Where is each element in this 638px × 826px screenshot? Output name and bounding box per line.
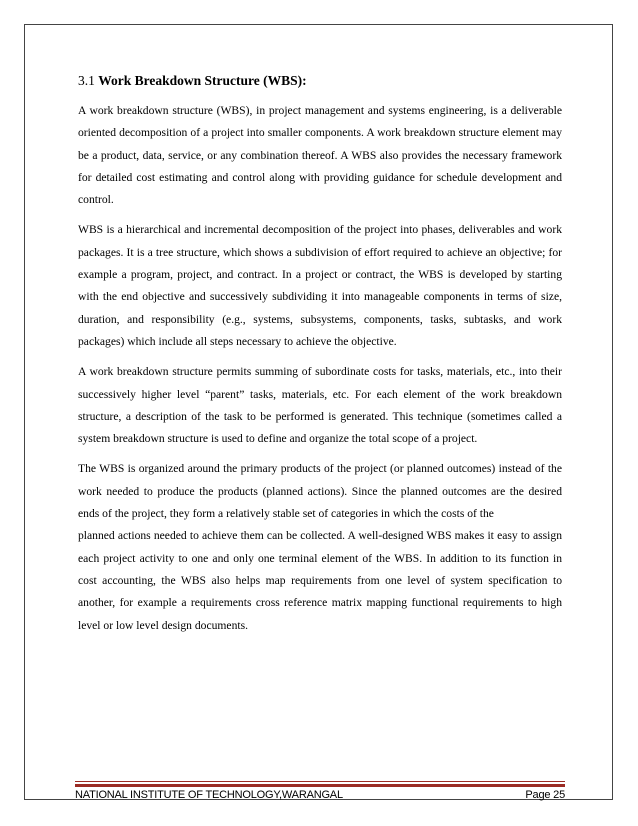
section-title: Work Breakdown Structure (WBS): bbox=[98, 73, 307, 88]
paragraph-5: planned actions needed to achieve them can be collected. A well-designed WBS makes it easy to assign each project activity to one and only one terminal element of the WBS. In addition to its function in cost accounting, the WBS also helps map requirements from one level of system specification to another, for example a requirements cross reference matrix mapping functional requirements to high level or low level design documents. bbox=[78, 529, 562, 632]
footer-page-number: Page 25 bbox=[525, 789, 565, 801]
document-body bbox=[78, 71, 562, 645]
paragraph-1: A work breakdown structure (WBS), in project management and systems engineering, is a deliverable oriented decomposition of a project into smaller components. A work breakdown structure element may be a product, data, service, or any combination thereof. A WBS also provides the necessary framework for detailed cost estimating and control along with providing guidance for schedule development and control. bbox=[78, 104, 562, 207]
page-footer bbox=[75, 789, 565, 801]
footer-rule-thick bbox=[75, 784, 565, 787]
paragraph-2: WBS is a hierarchical and incremental decomposition of the project into phases, deliverables and work packages. It is a tree structure, which shows a subdivision of effort required to achieve an objective; for example a program, project, and contract. In a project or contract, the WBS is developed by starting with the end objective and successively subdividing it into manageable components in terms of size, duration, and responsibility (e.g., systems, subsystems, components, tasks, subtasks, and work packages) which include all steps necessary to achieve the objective. bbox=[78, 223, 562, 348]
section-heading bbox=[78, 71, 562, 90]
footer-institution: NATIONAL INSTITUTE OF TECHNOLOGY,WARANGAL bbox=[75, 789, 343, 801]
section-number: 3.1 bbox=[78, 73, 95, 88]
paragraph-3: A work breakdown structure permits summing of subordinate costs for tasks, materials, etc., into their successively higher level “parent” tasks, materials, etc. For each element of the work breakdown structure, a description of the task to be performed is generated. This technique (sometimes called a system breakdown structure is used to define and organize the total scope of a project. bbox=[78, 365, 562, 446]
footer-rule-thin bbox=[75, 781, 565, 782]
paragraph-4: The WBS is organized around the primary products of the project (or planned outcomes) instead of the work needed to produce the products (planned actions). Since the planned outcomes are the desired ends of the project, they form a relatively stable set of categories in which the costs of the bbox=[78, 462, 562, 521]
